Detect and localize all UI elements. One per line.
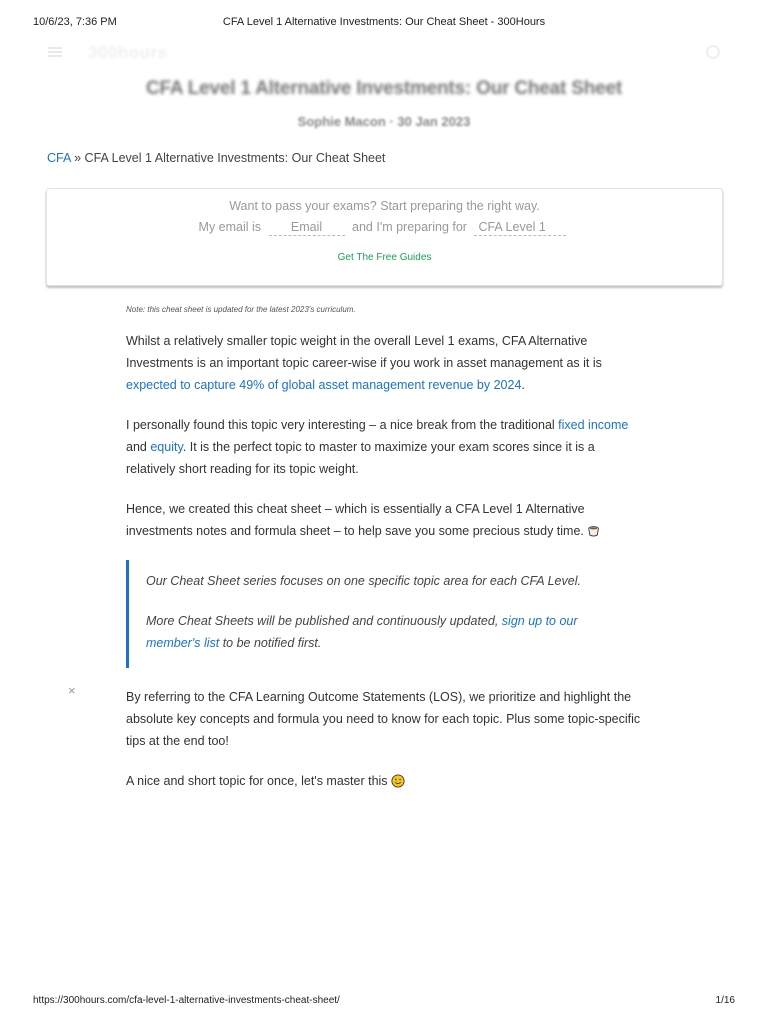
paragraph-closing bbox=[126, 770, 646, 792]
paragraph-los: By referring to the CFA Learning Outcome Statements (LOS), we prioritize and highlight the absolute key concepts and formula you need to know for each topic. Plus some topic-specific tips at the end too! bbox=[126, 690, 641, 748]
paragraph-interest bbox=[126, 414, 646, 480]
print-url: https://300hours.com/cfa-level-1-alternative-investments-cheat-sheet/ bbox=[33, 995, 340, 1006]
paragraph-purpose bbox=[126, 498, 646, 542]
article-body bbox=[126, 300, 646, 788]
equity-link[interactable]: equity bbox=[150, 440, 183, 454]
site-logo[interactable]: 300hours bbox=[88, 43, 168, 62]
breadcrumb-link-cfa[interactable]: CFA bbox=[47, 151, 71, 165]
paragraph-interest-end: . It is the perfect topic to master to maximize your exam scores since it is a relatively short reading for its topic weight. bbox=[126, 440, 595, 476]
print-page-number: 1/16 bbox=[715, 995, 735, 1006]
fixed-income-link[interactable]: fixed income bbox=[558, 418, 629, 432]
search-icon[interactable] bbox=[706, 45, 720, 59]
callout-updates-end: to be notified first. bbox=[219, 636, 322, 650]
cheat-sheet-callout bbox=[126, 560, 643, 668]
revenue-stat-link[interactable]: expected to capture 49% of global asset management revenue by 2024 bbox=[126, 378, 522, 392]
paragraph-intro bbox=[126, 330, 646, 396]
members-list-link[interactable]: sign up to our member's list bbox=[146, 614, 578, 650]
hero-title: CFA Level 1 Alternative Investments: Our Cheat Sheet bbox=[145, 78, 622, 99]
hero-meta: Sophie Macon · 30 Jan 2023 bbox=[297, 114, 471, 129]
paragraph-purpose-text: Hence, we created this cheat sheet – which is essentially a CFA Level 1 Alternative investments notes and formula sheet – to help save you some precious study time. bbox=[126, 502, 585, 538]
callout-updates-text: More Cheat Sheets will be published and continuously updated, bbox=[146, 614, 502, 628]
print-title: CFA Level 1 Alternative Investments: Our Cheat Sheet - 300Hours bbox=[222, 16, 546, 28]
paragraph-intro-text: Whilst a relatively smaller topic weight in the overall Level 1 exams, CFA Alternative Investments is an important topic career-wise if you work in asset management as it is bbox=[126, 334, 602, 370]
paragraph-interest-mid: and bbox=[126, 440, 151, 454]
breadcrumb-current: CFA Level 1 Alternative Investments: Our Cheat Sheet bbox=[84, 151, 386, 165]
level-label: and I'm preparing for bbox=[352, 220, 467, 234]
coffee-cup-icon bbox=[587, 524, 601, 538]
paragraph-closing-text: A nice and short topic for once, let's master this bbox=[126, 774, 388, 788]
smiley-face-icon bbox=[391, 774, 405, 788]
paragraph-interest-text: I personally found this topic very interesting – a nice break from the traditional bbox=[126, 418, 559, 432]
breadcrumb-separator: » bbox=[74, 151, 82, 165]
print-datetime: 10/6/23, 7:36 PM bbox=[33, 16, 117, 28]
callout-line-series: Our Cheat Sheet series focuses on one specific topic area for each CFA Level. bbox=[146, 574, 581, 588]
close-icon[interactable]: × bbox=[68, 683, 76, 698]
email-input[interactable]: Email bbox=[269, 220, 345, 236]
get-free-guides-button[interactable]: Get The Free Guides bbox=[337, 252, 432, 263]
signup-row bbox=[47, 220, 722, 236]
exam-level-select[interactable]: CFA Level 1 bbox=[474, 220, 566, 236]
signup-headline: Want to pass your exams? Start preparing the right way. bbox=[229, 199, 540, 213]
callout-line-updates bbox=[146, 610, 616, 654]
email-label: My email is bbox=[198, 220, 262, 234]
site-header bbox=[40, 40, 730, 66]
breadcrumb bbox=[47, 151, 385, 165]
curriculum-note: Note: this cheat sheet is updated for the latest 2023's curriculum. bbox=[126, 305, 356, 314]
menu-icon[interactable] bbox=[48, 47, 62, 57]
signup-form bbox=[46, 188, 723, 286]
paragraph-intro-end: . bbox=[521, 378, 525, 392]
